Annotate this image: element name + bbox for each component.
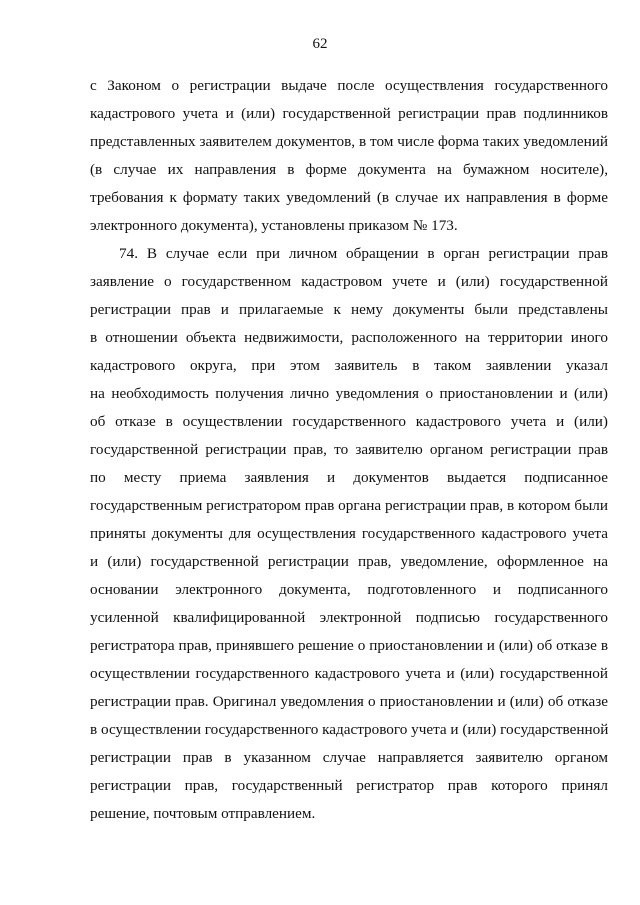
text-line: кадастрового учета и (или) государственной регистрации прав подлинников xyxy=(90,105,608,122)
text-line: усиленной квалифицированной электронной подписью государственного xyxy=(90,609,608,626)
text-line: регистрации прав в указанном случае направляется заявителю органом xyxy=(90,749,608,766)
page-number: 62 xyxy=(312,36,328,52)
text-line: в отношении объекта недвижимости, расположенного на территории иного xyxy=(90,329,608,346)
text-line: регистрации прав и прилагаемые к нему документы были представлены xyxy=(90,301,608,318)
text-line: осуществлении государственного кадастрового учета и (или) государственной xyxy=(90,665,608,682)
text-line: с Законом о регистрации выдаче после осуществления государственного xyxy=(90,77,608,94)
text-line: представленных заявителем документов, в том числе форма таких уведомлений xyxy=(90,133,608,150)
text-line: регистрации прав. Оригинал уведомления о приостановлении и (или) об отказе xyxy=(90,693,608,710)
text-line: заявление о государственном кадастровом учете и (или) государственной xyxy=(90,273,608,290)
text-line: электронного документа), установлены приказом № 173. xyxy=(90,217,458,234)
text-line: требования к формату таких уведомлений (в случае их направления в форме xyxy=(90,189,608,206)
text-line: в осуществлении государственного кадастрового учета и (или) государственной xyxy=(90,721,609,738)
text-line: решение, почтовым отправлением. xyxy=(90,805,316,822)
text-line: основании электронного документа, подготовленного и подписанного xyxy=(90,581,608,598)
text-line: по месту приема заявления и документов выдается подписанное xyxy=(90,469,608,486)
text-line: регистрации прав, государственный регистратор прав которого принял xyxy=(90,777,608,794)
text-line: государственным регистратором прав органа регистрации прав, в котором были xyxy=(90,497,608,514)
text-line: (в случае их направления в форме документа на бумажном носителе), xyxy=(90,161,608,178)
text-line: регистратора прав, принявшего решение о приостановлении и (или) об отказе в xyxy=(90,637,608,654)
text-line: государственной регистрации прав, то заявителю органом регистрации прав xyxy=(90,441,608,458)
text-line: кадастрового округа, при этом заявитель в таком заявлении указал xyxy=(90,357,608,374)
text-line: приняты документы для осуществления государственного кадастрового учета xyxy=(90,525,608,542)
text-line: об отказе в осуществлении государственного кадастрового учета и (или) xyxy=(90,413,608,430)
text-line: и (или) государственной регистрации прав, уведомление, оформленное на xyxy=(90,553,608,570)
text-line: на необходимость получения лично уведомления о приостановлении и (или) xyxy=(90,385,608,402)
text-line: 74. В случае если при личном обращении в орган регистрации прав xyxy=(119,245,608,262)
